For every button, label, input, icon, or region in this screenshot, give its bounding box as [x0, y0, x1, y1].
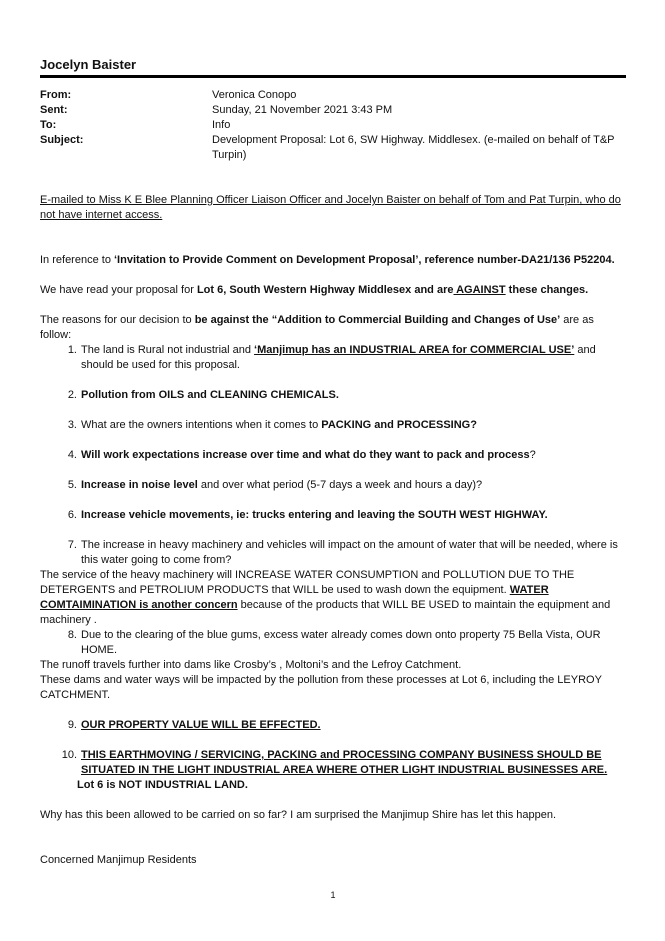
water-contamination-text: WATER COMTAIMINATION is another concern	[40, 584, 549, 611]
sender-name: Jocelyn Baister	[40, 57, 626, 78]
list-number: 4.	[67, 449, 77, 461]
item-bold: PACKING and PROCESSING?	[321, 419, 477, 431]
header-value: Veronica Conopo	[212, 89, 297, 101]
intro-line: E-mailed to Miss K E Blee Planning Officer Liaison Officer and Jocelyn Baister on behalf of Tom and Pat Turpin, who do not have internet access.	[40, 194, 621, 221]
list-number: 2.	[67, 389, 77, 401]
item-text: ?	[529, 449, 536, 461]
header-label: From:	[40, 89, 72, 101]
service-text-end: because of the products that WILL BE USED to maintain the equipment and machinery .	[40, 599, 611, 626]
reference-paragraph	[40, 253, 626, 268]
header-row-subject	[40, 133, 626, 163]
header-label: To:	[40, 119, 57, 131]
why-paragraph: Why has this been allowed to be carried on so far? I am surprised the Manjimup Shire has let this happen.	[40, 809, 557, 821]
service-text: The service of the heavy machinery will INCREASE WATER CONSUMPTION and POLLUTION DUE TO THE DETERGENTS and PETROLIUM PRODUCTS that WILL be used to wash down the equipment.	[40, 569, 575, 596]
header-value: Info	[212, 119, 231, 131]
list-text	[81, 343, 626, 373]
reasons-suffix: are as follow:	[40, 314, 594, 341]
item-bold: Increase in noise level	[81, 479, 198, 491]
list-text: OUR PROPERTY VALUE WILL BE EFFECTED.	[81, 719, 321, 731]
list-text	[81, 478, 626, 493]
reference-bold: ‘Invitation to Provide Comment on Development Proposal’, reference number-DA21/136 P52204.	[114, 254, 615, 266]
list-text: The increase in heavy machinery and vehicles will impact on the amount of water that will be needed, where is this water going to come from?	[81, 539, 618, 566]
list-number: 5.	[67, 479, 77, 491]
header-value: Sunday, 21 November 2021 3:43 PM	[212, 104, 393, 116]
list-text: THIS EARTHMOVING / SERVICING, PACKING and PROCESSING COMPANY BUSINESS SHOULD BE SITUATED IN THE LIGHT INDUSTRIAL AREA WHERE OTHER LIGHT INDUSTRIAL BUSINESSES ARE.	[81, 749, 608, 776]
header-row-from	[40, 88, 626, 103]
list-number: 10.	[61, 749, 77, 761]
list-text: Increase vehicle movements, ie: trucks entering and leaving the SOUTH WEST HIGHWAY.	[81, 509, 548, 521]
item-text-end: and should be used for this proposal.	[81, 344, 596, 371]
email-headers	[40, 88, 626, 163]
item-text: The land is Rural not industrial and	[81, 344, 255, 356]
dams-paragraph: These dams and water ways will be impacted by the pollution from these processes at Lot 6, including the LEYROY CATCHMENT.	[40, 674, 602, 701]
signoff: Concerned Manjimup Residents	[40, 854, 197, 866]
read-bold: Lot 6, South Western Highway Middlesex and are	[196, 284, 454, 296]
lot6-line: Lot 6 is NOT INDUSTRIAL LAND.	[77, 779, 248, 791]
list-text: Due to the clearing of the blue gums, excess water already comes down onto property 75 Bella Vista, OUR HOME.	[81, 629, 601, 656]
page-number: 1	[330, 890, 336, 900]
runoff-line: The runoff travels further into dams like Crosby’s , Moltoni’s and the Lefroy Catchment.	[40, 659, 462, 671]
list-text	[81, 448, 626, 463]
item-bold-underline: ‘Manjimup has an INDUSTRIAL AREA for COMMERCIAL USE’	[254, 344, 575, 356]
item-text: and over what period (5-7 days a week and hours a day)?	[197, 479, 483, 491]
header-row-to	[40, 118, 626, 133]
header-label: Sent:	[40, 104, 68, 116]
header-label: Subject:	[40, 134, 84, 146]
header-value: Development Proposal: Lot 6, SW Highway. Middlesex. (e-mailed on behalf of T&P Turpin)	[212, 134, 615, 161]
read-bold-end: these changes.	[505, 284, 589, 296]
reasons-bold: be against the “Addition to Commercial Building and Changes of Use’	[194, 314, 561, 326]
read-prefix: We have read your proposal for	[40, 284, 197, 296]
against-text: AGAINST	[453, 284, 506, 296]
reference-prefix: In reference to	[40, 254, 114, 266]
list-number: 9.	[67, 719, 77, 731]
list-number: 1.	[67, 344, 77, 356]
item-text: What are the owners intentions when it comes to	[81, 419, 322, 431]
read-paragraph	[40, 283, 626, 298]
item-bold: Will work expectations increase over time and what do they want to pack and process	[81, 449, 530, 461]
list-text: Pollution from OILS and CLEANING CHEMICALS.	[81, 389, 339, 401]
list-text	[81, 418, 626, 433]
reasons-prefix: The reasons for our decision to	[40, 314, 195, 326]
document-page	[40, 0, 628, 941]
header-row-sent	[40, 103, 626, 118]
list-number: 7.	[67, 539, 77, 551]
reasons-paragraph	[40, 313, 626, 343]
service-paragraph	[40, 568, 626, 628]
list-number: 3.	[67, 419, 77, 431]
list-number: 8.	[67, 629, 77, 641]
list-number: 6.	[67, 509, 77, 521]
